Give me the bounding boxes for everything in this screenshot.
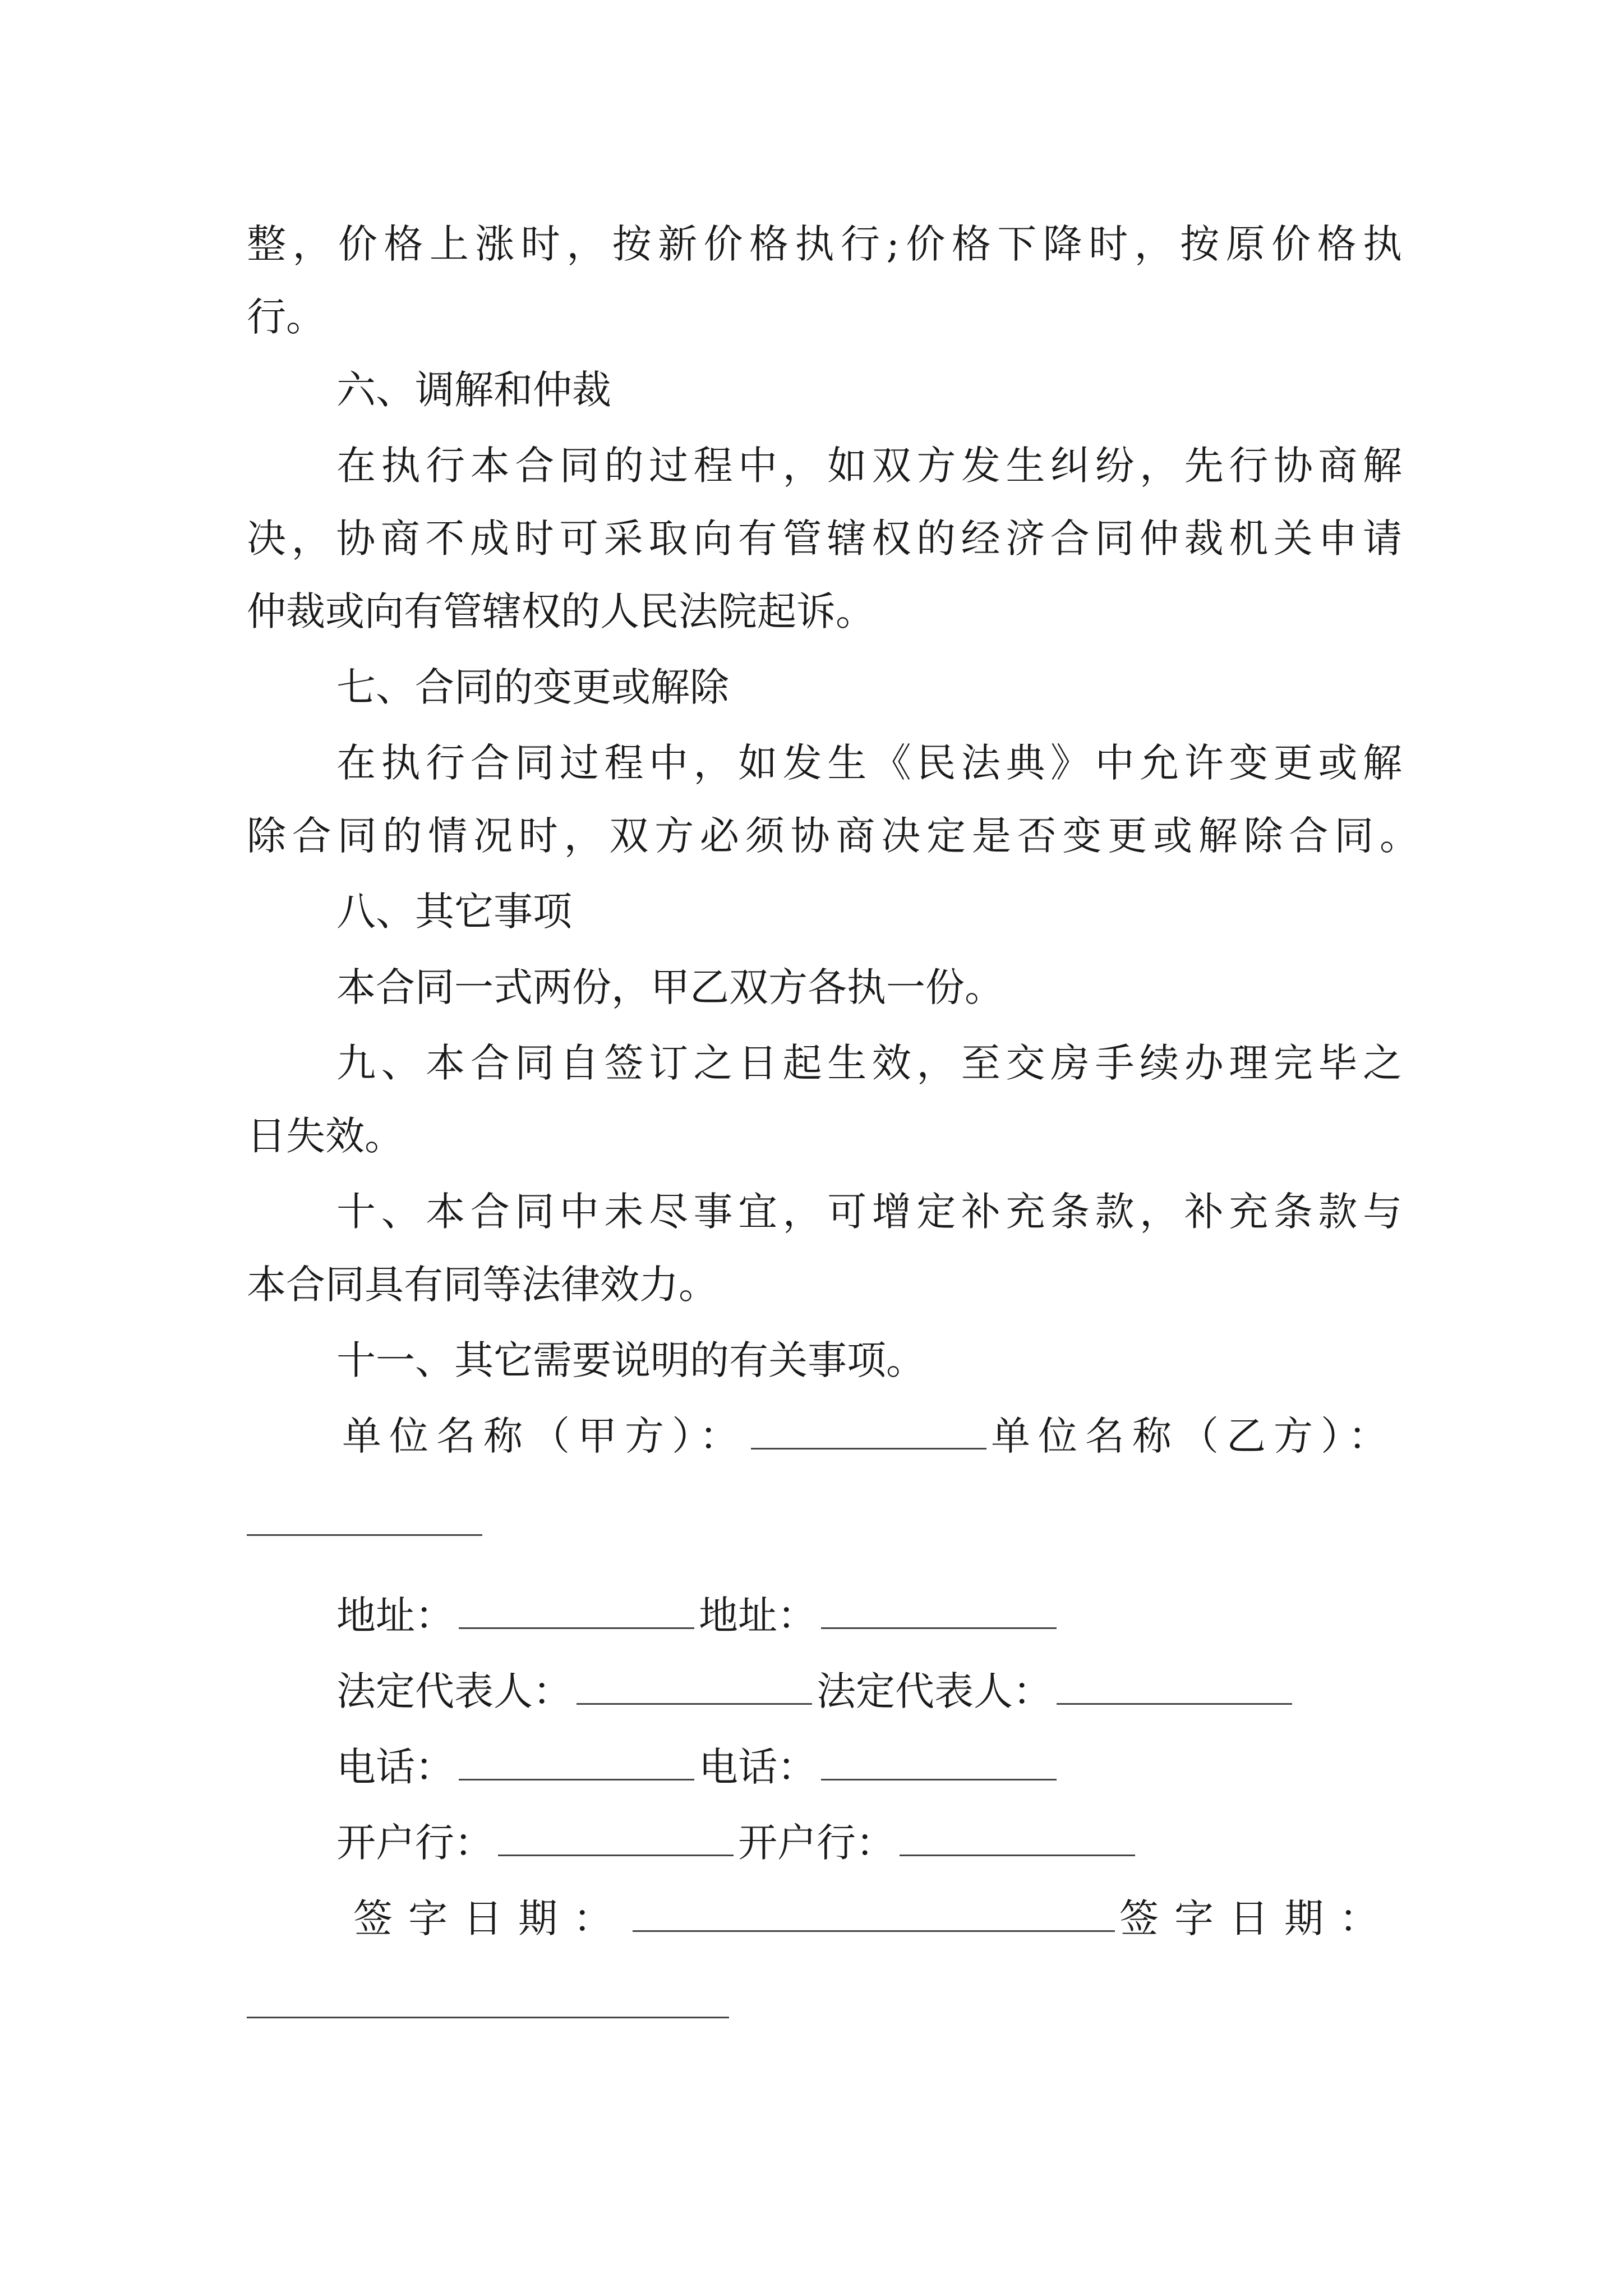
paragraph-line: 九、本合同自签订之日起生效，至交房手续办理完毕之 (336, 1040, 1402, 1086)
phone-row (336, 1742, 1492, 1792)
paragraph-line: 行。 (247, 294, 325, 340)
paragraph-line: 十一、其它需要说明的有关事项。 (336, 1337, 925, 1383)
paragraph-line: 在执行合同过程中，如发生《民法典》中允许变更或解 (336, 740, 1402, 786)
party-b-name-blank[interactable] (247, 1534, 482, 1536)
party-a-name-blank[interactable] (751, 1414, 986, 1450)
party-b-bank-blank[interactable] (900, 1821, 1135, 1856)
paragraph-line: 决，协商不成时可采取向有管辖权的经济合同仲裁机关申请 (247, 516, 1402, 562)
party-a-sign-date-blank[interactable] (633, 1897, 1115, 1932)
paragraph-line: 本合同一式两份，甲乙双方各执一份。 (336, 964, 1004, 1010)
party-a-legal-rep-blank[interactable] (577, 1669, 812, 1705)
section-heading: 七、合同的变更或解除 (336, 664, 729, 710)
party-a-phone-label: 电话： (336, 1744, 454, 1790)
party-b-bank-label: 开户行： (738, 1820, 895, 1866)
party-b-address-blank[interactable] (821, 1594, 1057, 1629)
legal-rep-row (336, 1666, 1492, 1717)
party-a-phone-blank[interactable] (459, 1745, 694, 1780)
paragraph-line: 仲裁或向有管辖权的人民法院起诉。 (247, 588, 875, 634)
paragraph-line: 十、本合同中未尽事宜，可增定补充条款，补充条款与 (336, 1189, 1402, 1235)
sign-date-row (353, 1893, 1408, 1944)
party-a-bank-label: 开户行： (336, 1820, 494, 1866)
party-b-phone-label: 电话： (699, 1744, 817, 1790)
section-heading: 八、其它事项 (336, 889, 572, 935)
section-heading: 六、调解和仲裁 (336, 367, 611, 413)
address-row (336, 1590, 1492, 1641)
party-b-legal-rep-blank[interactable] (1057, 1669, 1292, 1705)
party-a-legal-rep-label: 法定代表人： (336, 1668, 572, 1714)
paragraph-line: 整，价格上涨时，按新价格执行;价格下降时，按原价格执 (247, 221, 1402, 267)
party-a-name-label: 单位名称（甲方）： (342, 1413, 746, 1459)
party-b-address-label: 地址： (699, 1593, 817, 1639)
party-b-sign-date-blank[interactable] (247, 2017, 729, 2018)
paragraph-line: 本合同具有同等法律效力。 (247, 1262, 718, 1308)
party-b-legal-rep-label: 法定代表人： (817, 1668, 1052, 1714)
party-b-name-label: 单位名称（乙方）： (991, 1413, 1395, 1459)
party-a-bank-blank[interactable] (498, 1821, 734, 1856)
paragraph-line: 日失效。 (247, 1113, 404, 1159)
party-b-phone-blank[interactable] (821, 1745, 1057, 1780)
paragraph-line: 除合同的情况时，双方必须协商决定是否变更或解除合同。 (247, 813, 1419, 859)
party-b-sign-date-label: 签字日期： (1119, 1895, 1394, 1941)
party-a-address-label: 地址： (336, 1593, 454, 1639)
party-a-address-blank[interactable] (459, 1594, 694, 1629)
bank-row (336, 1818, 1492, 1868)
paragraph-line: 在执行本合同的过程中，如双方发生纠纷，先行协商解 (336, 443, 1402, 489)
party-name-row (342, 1411, 1408, 1461)
party-a-sign-date-label: 签字日期： (353, 1895, 628, 1941)
